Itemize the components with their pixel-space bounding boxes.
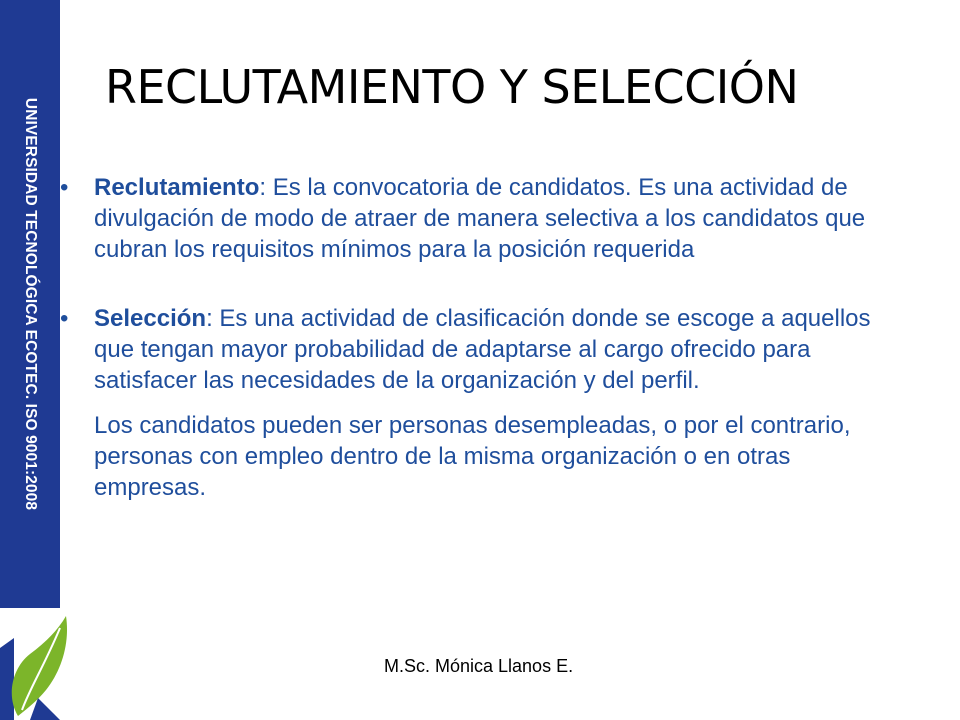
- bullet-item-reclutamiento: [60, 172, 880, 265]
- slide-content: [60, 172, 880, 503]
- leaf-logo-icon: [0, 608, 80, 720]
- bullet-text: Es una actividad de clasificación donde se escoge a aquellos que tengan mayor probabilidad de adaptarse al cargo ofrecido para satisfacer las necesidades de la organización y del perfil.: [94, 305, 871, 394]
- bullet-text: Es la convocatoria de candidatos. Es una actividad de divulgación de modo de atraer de manera selectiva a los candidatos que cubran los requisitos mínimos para la posición requerida: [94, 174, 866, 263]
- bullet-term: Selección: [94, 305, 207, 332]
- bullet-term: Reclutamiento: [94, 174, 260, 201]
- sidebar-label: UNIVERSIDAD TECNOLÓGICA ECOTEC. ISO 9001:2008: [22, 97, 39, 511]
- slide-title: RECLUTAMIENTO Y SELECCIÓN: [105, 60, 799, 114]
- extra-paragraph: Los candidatos pueden ser personas desempleadas, o por el contrario, personas con empleo dentro de la misma organización o en otras empresas.: [94, 412, 851, 501]
- bullet-item-seleccion: [60, 303, 880, 396]
- bullet-icon: •: [60, 174, 69, 201]
- sidebar-band: [0, 0, 60, 608]
- footer-author: M.Sc. Mónica Llanos E.: [384, 656, 574, 676]
- bullet-separator: :: [259, 174, 267, 201]
- bullet-icon: •: [60, 305, 69, 332]
- bullet-separator: :: [206, 305, 213, 332]
